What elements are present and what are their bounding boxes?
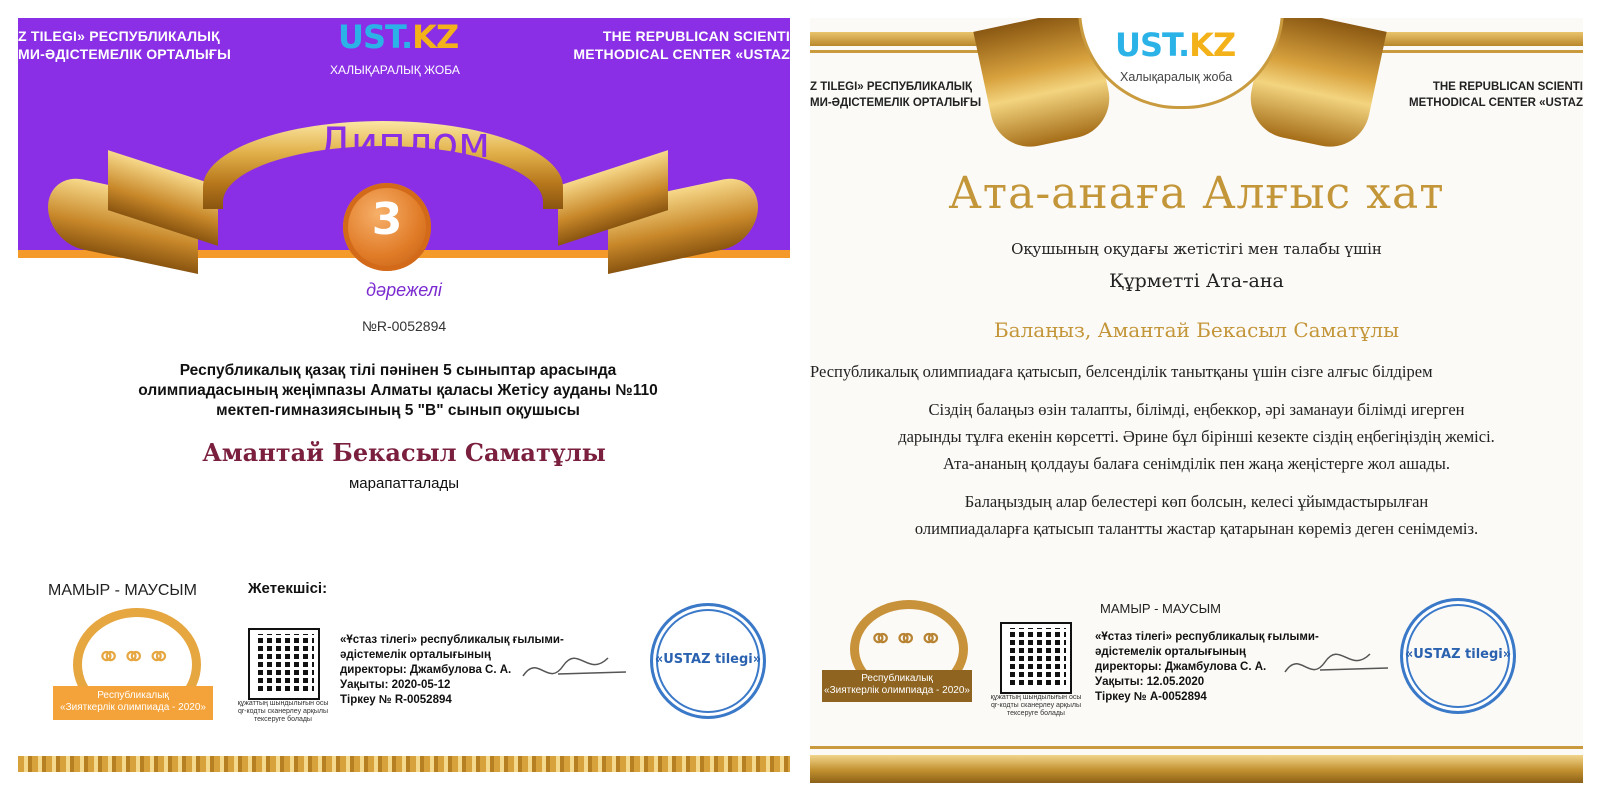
banner-line1: Республикалық	[861, 673, 933, 684]
info-line: «Ұстаз тілегі» республикалық ғылыми-	[1095, 631, 1319, 643]
ust-kz-logo: UST.KZ	[1115, 26, 1236, 64]
paragraph-1: Республикалық олимпиадаға қатысып, белсенділік танытқаны үшін сізге алғыс білдірем	[810, 362, 1433, 381]
signature-image	[518, 648, 628, 688]
rank-label: дәрежелі	[366, 280, 442, 300]
diploma-title: Диплом	[318, 118, 490, 167]
stamp-text: «USTAZ tilegi»	[1404, 647, 1512, 662]
info-line: директоры: Джамбулова С. А.	[1095, 661, 1267, 673]
olympic-rings-icon: ⚭⚭⚭	[96, 640, 172, 675]
leader-label: Жетекшісі:	[248, 580, 328, 597]
awarded-text: марапатталады	[348, 475, 460, 492]
official-stamp	[1400, 598, 1516, 714]
qr-caption: құжаттың шындылығын осы qr-кодты сканерлеу арқылы тексеруге болады	[237, 700, 329, 723]
header-right-line1: THE REPUBLICAN SCIENTI	[602, 28, 790, 44]
stamp-text: «USTAZ tilegi»	[654, 652, 762, 667]
logo-subtitle: Халықаралық жоба	[1120, 70, 1233, 84]
paragraph-2	[810, 396, 1583, 477]
ust-kz-logo: UST.KZ	[338, 18, 459, 56]
info-line: директоры: Джамбулова С. А.	[340, 664, 512, 676]
banner-line2: «Зияткерлік олимпиада - 2020»	[824, 685, 970, 696]
info-line: Уақыты: 12.05.2020	[1095, 676, 1205, 688]
gold-border	[18, 756, 790, 772]
olympiad-banner	[822, 670, 972, 702]
header-left-line1: Z TILEGI» РЕСПУБЛИКАЛЫҚ	[18, 28, 220, 44]
award-description: Республикалық қазақ тілі пәнінен 5 сыныптар арасында олимпиадасының жеңімпазы Алматы қаласы Жетісу ауданы №110 мектеп-гимназиясының 5 "В" сынып оқушысы	[138, 362, 658, 419]
paragraph-line: дарынды тұлға екенін көрсетті. Әрине бұл бірінші кезекте сіздің еңбегіңіздің жемісі.	[898, 427, 1495, 446]
qr-code[interactable]	[250, 630, 318, 698]
child-name: Балаңыз, Амантай Бекасыл Саматұлы	[993, 318, 1400, 342]
letter-subtitle: Оқушының оқудағы жетістігі мен талабы үшін	[1011, 240, 1382, 258]
header-right-line1: THE REPUBLICAN SCIENTI	[1432, 81, 1583, 93]
olympiad-banner	[53, 686, 213, 720]
season-label: МАМЫР - МАУСЫМ	[1100, 601, 1221, 616]
info-line: Уақыты: 2020-05-12	[340, 679, 451, 691]
medal-number: 3	[371, 194, 403, 245]
qr-code[interactable]	[1002, 624, 1070, 692]
paragraph-line: Балаңыздың алар белестері көп болсын, келесі ұйымдастырылған	[964, 492, 1429, 511]
season-label: МАМЫР - МАУСЫМ	[48, 582, 197, 599]
header-right-line2: METHODICAL CENTER «USTAZ	[1409, 97, 1583, 109]
olympic-rings-icon: ⚭⚭⚭	[868, 622, 944, 657]
gold-bottom-line	[810, 746, 1583, 749]
gold-bottom-border	[810, 755, 1583, 783]
banner-line2: «Зияткерлік олимпиада - 2020»	[60, 702, 206, 713]
recipient-name: Амантай Бекасыл Саматұлы	[202, 438, 606, 467]
header-left-line2: МИ-ӘДІСТЕМЕЛІК ОРТАЛЫҒЫ	[810, 97, 982, 109]
info-line: әдістемелік орталығының	[340, 649, 491, 661]
paragraph-line: Сіздің балаңыз өзін талапты, білімді, еңбеккор, әрі заманауи білімді игерген	[928, 400, 1465, 419]
info-line: әдістемелік орталығының	[1095, 646, 1246, 658]
paragraph-line: олимпиадаларға қатысып талантты жастар қатарынан көреміз деген сенімдеміз.	[914, 519, 1479, 538]
header-left-line1: Z TILEGI» РЕСПУБЛИКАЛЫҚ	[810, 81, 973, 93]
banner-line1: Республикалық	[97, 690, 169, 701]
info-line: Тіркеу № R-0052894	[340, 694, 452, 706]
diploma-certificate	[18, 18, 790, 778]
official-stamp	[650, 603, 766, 719]
header-left-line2: МИ-ӘДІСТЕМЕЛІК ОРТАЛЫҒЫ	[18, 46, 231, 62]
logo-subtitle: ХАЛЫҚАРАЛЫҚ ЖОБА	[330, 63, 460, 77]
header-right-line2: METHODICAL CENTER «USTAZ	[573, 46, 790, 62]
paragraph-line: Ата-ананың қолдауы балаға сенімділік пен жаңа жеңістерге жол ашады.	[942, 454, 1451, 473]
signature-image	[1280, 644, 1390, 684]
greeting: Құрметті Ата-ана	[1109, 270, 1284, 292]
certificate-number: №R-0052894	[361, 318, 447, 334]
qr-caption: құжаттың шындылығын осы qr-кодты сканерлеу арқылы тексеруге болады	[990, 694, 1082, 717]
gratitude-letter	[810, 18, 1583, 783]
info-line: Тіркеу № А-0052894	[1095, 691, 1207, 703]
paragraph-3	[810, 488, 1583, 542]
info-line: «Ұстаз тілегі» республикалық ғылыми-	[340, 634, 564, 646]
letter-title: Ата-анаға Алғыс хат	[948, 168, 1445, 219]
